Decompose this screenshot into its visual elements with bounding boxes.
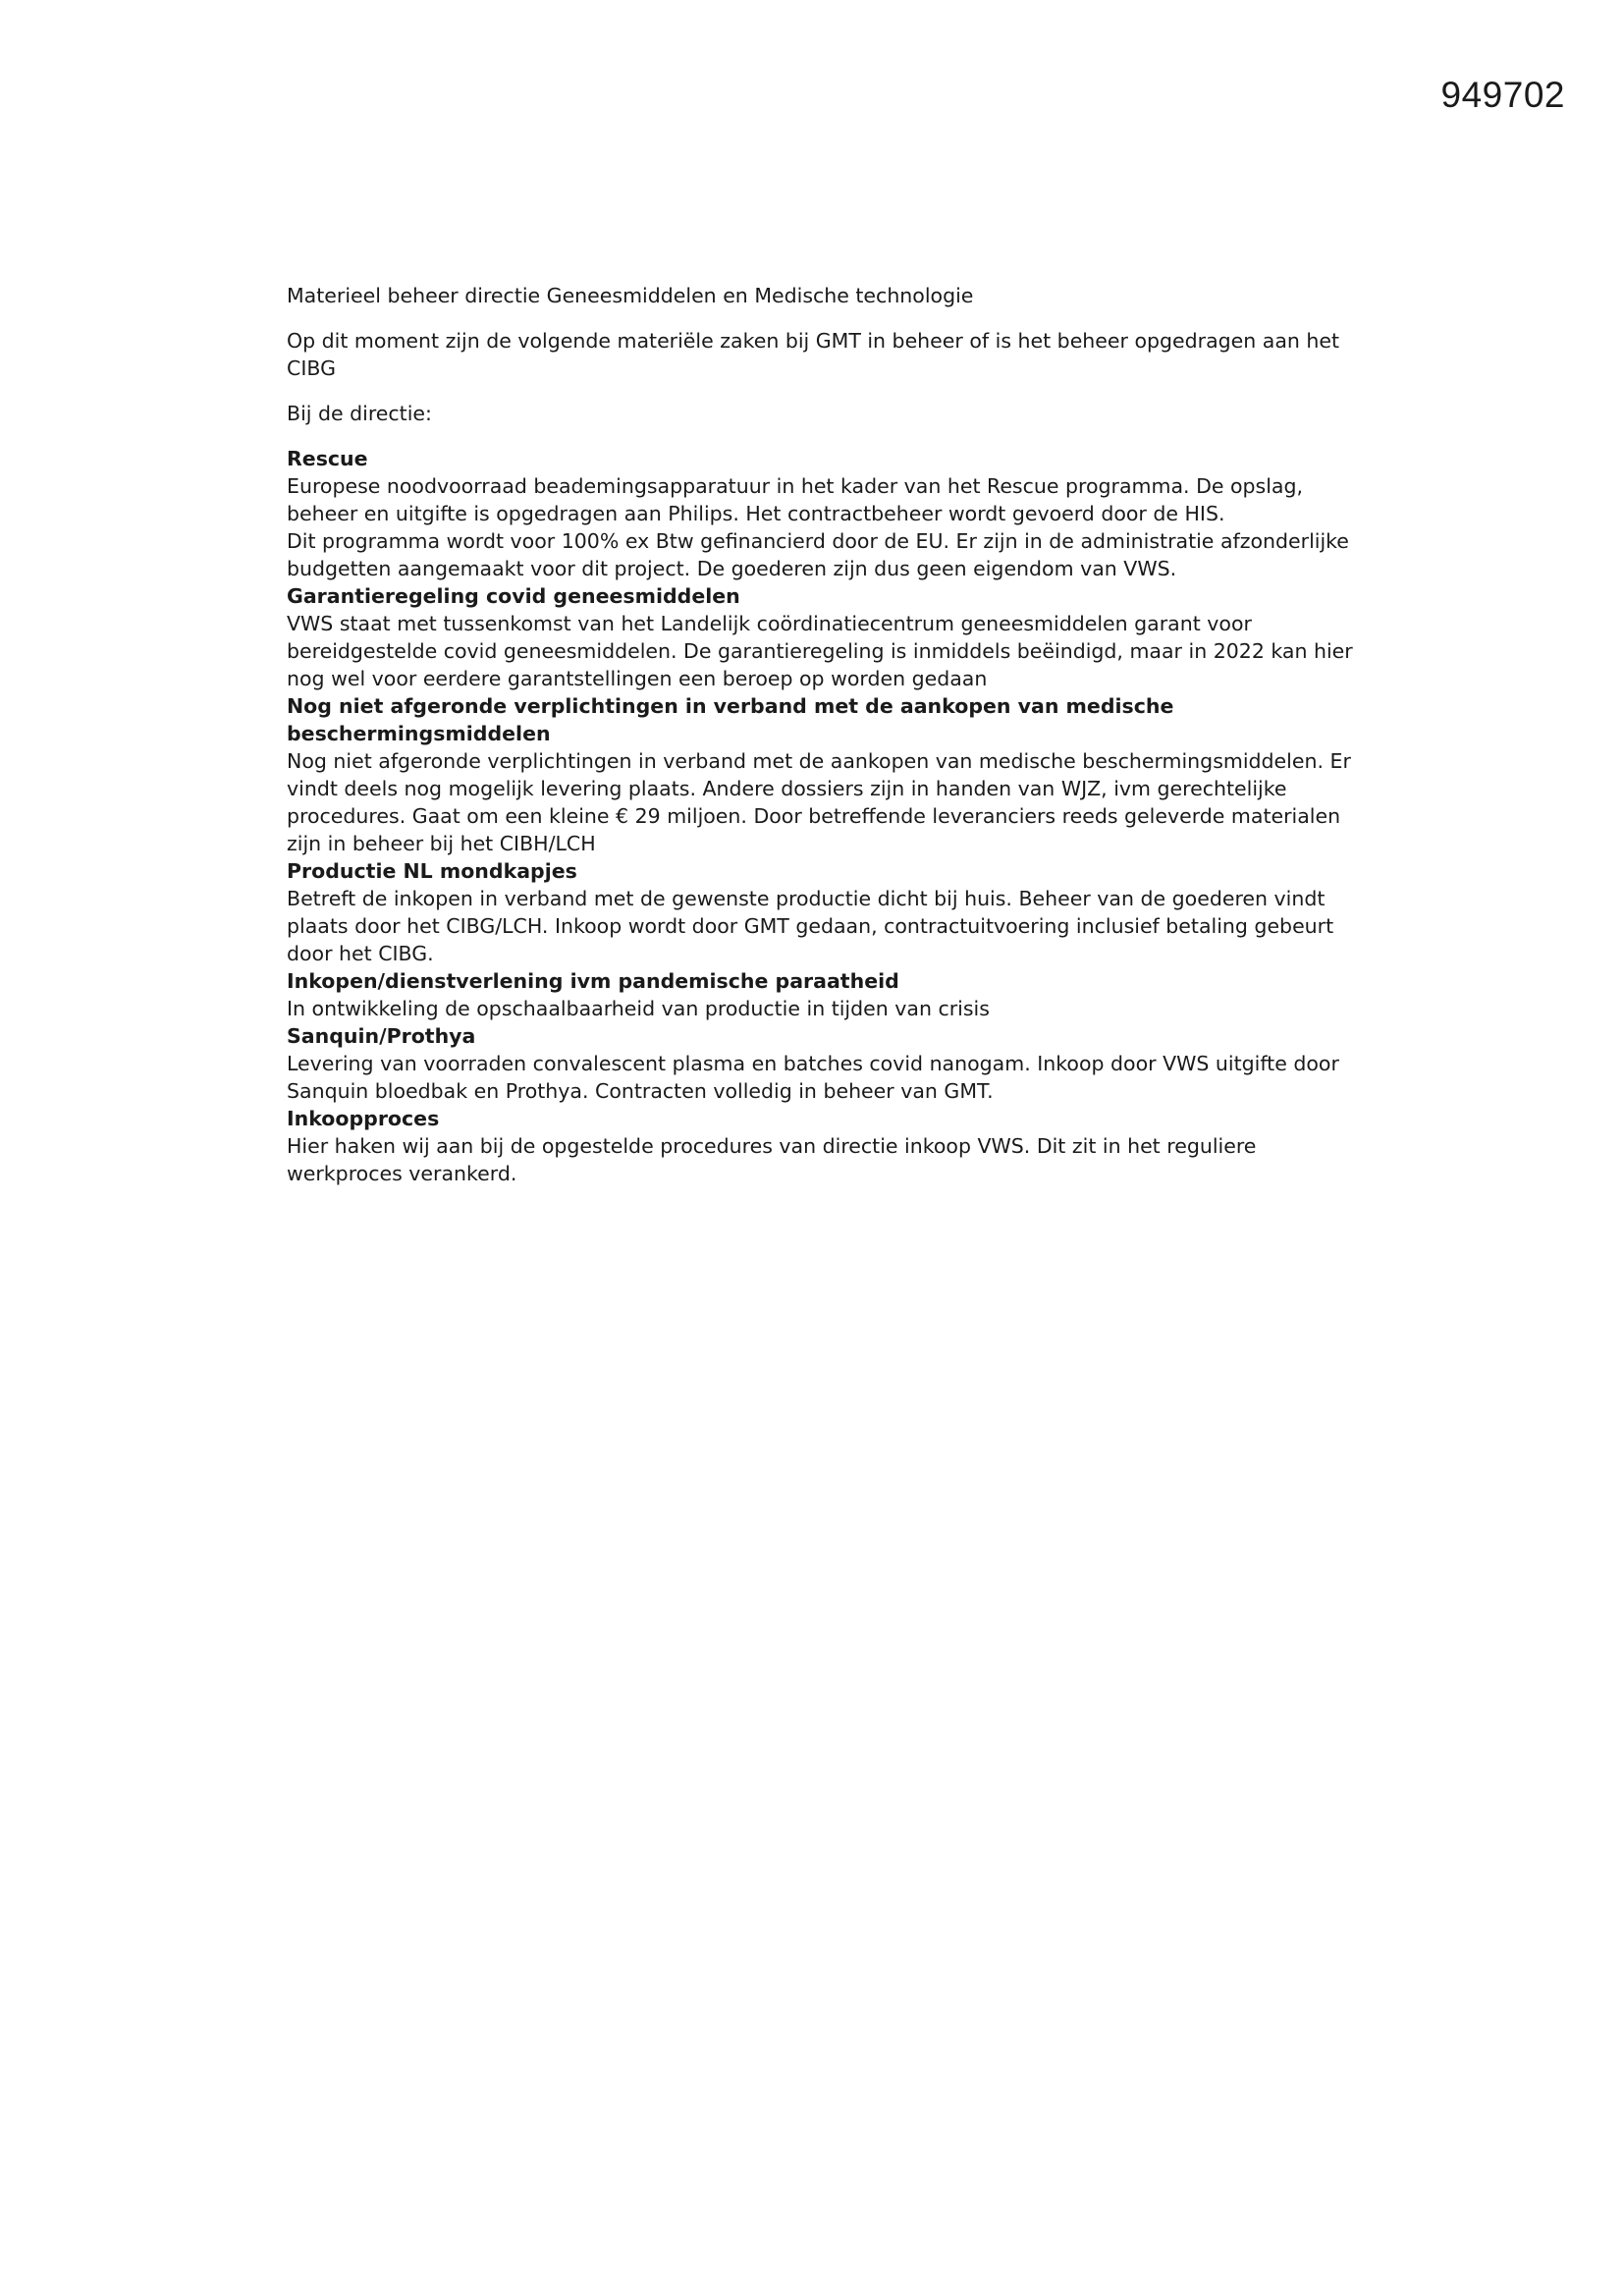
document-intro: Op dit moment zijn de volgende materiële zaken bij GMT in beheer of is het beheer opgedragen aan het CIBG: [287, 329, 1340, 380]
document-body: [287, 282, 1367, 1187]
section-heading: Productie NL mondkapjes: [287, 859, 577, 883]
section-heading: Inkoopproces: [287, 1107, 440, 1130]
section-garantieregeling: [287, 582, 1367, 692]
section-paragraph: Europese noodvoorraad beademingsapparatuur in het kader van het Rescue programma. De opslag, beheer en uitgifte is opgedragen aan Philips. Het contractbeheer wordt gevoerd door de HIS.: [287, 474, 1304, 525]
section-paragraph: Dit programma wordt voor 100% ex Btw gefinancierd door de EU. Er zijn in de administratie afzonderlijke budgetten aangemaakt voor dit project. De goederen zijn dus geen eigendom van VWS.: [287, 529, 1349, 580]
section-heading: Rescue: [287, 447, 368, 470]
section-productie-mondkapjes: [287, 857, 1367, 967]
section-pandemische-paraatheid: [287, 967, 1367, 1022]
section-heading: Nog niet afgeronde verplichtingen in verband met de aankopen van medische beschermingsmiddelen: [287, 694, 1174, 745]
section-paragraph: Nog niet afgeronde verplichtingen in verband met de aankopen van medische beschermingsmiddelen. Er vindt deels nog mogelijk levering plaats. Andere dossiers zijn in handen van WJZ, ivm gerechtelijke procedures. Gaat om een kleine € 29 miljoen. Door betreffende leveranciers reeds geleverde materialen zijn in beheer bij het CIBH/LCH: [287, 749, 1351, 855]
section-heading: Inkopen/dienstverlening ivm pandemische paraatheid: [287, 969, 899, 993]
document-number: 949702: [1440, 75, 1565, 115]
section-heading: Sanquin/Prothya: [287, 1024, 476, 1048]
document-title: Materieel beheer directie Geneesmiddelen en Medische technologie: [287, 284, 974, 307]
section-paragraph: VWS staat met tussenkomst van het Landelijk coördinatiecentrum geneesmiddelen garant voor bereidgestelde covid geneesmiddelen. De garantieregeling is inmiddels beëindigd, maar in 2022 kan hier nog wel voor eerdere garantstellingen een beroep op worden gedaan: [287, 612, 1353, 690]
section-heading: Garantieregeling covid geneesmiddelen: [287, 584, 740, 608]
section-paragraph: Betreft de inkopen in verband met de gewenste productie dicht bij huis. Beheer van de goederen vindt plaats door het CIBG/LCH. Inkoop wordt door GMT gedaan, contractuitvoering inclusief betaling gebeurt door het CIBG.: [287, 887, 1334, 965]
section-paragraph: In ontwikkeling de opschaalbaarheid van productie in tijden van crisis: [287, 997, 990, 1020]
document-lead: Bij de directie:: [287, 402, 432, 425]
section-paragraph: Hier haken wij aan bij de opgestelde procedures van directie inkoop VWS. Dit zit in het reguliere werkproces verankerd.: [287, 1134, 1257, 1185]
section-inkoopproces: [287, 1105, 1367, 1187]
section-sanquin-prothya: [287, 1022, 1367, 1105]
section-verplichtingen: [287, 692, 1367, 857]
section-paragraph: Levering van voorraden convalescent plasma en batches covid nanogam. Inkoop door VWS uitgifte door Sanquin bloedbak en Prothya. Contracten volledig in beheer van GMT.: [287, 1052, 1339, 1103]
section-rescue: [287, 445, 1367, 582]
